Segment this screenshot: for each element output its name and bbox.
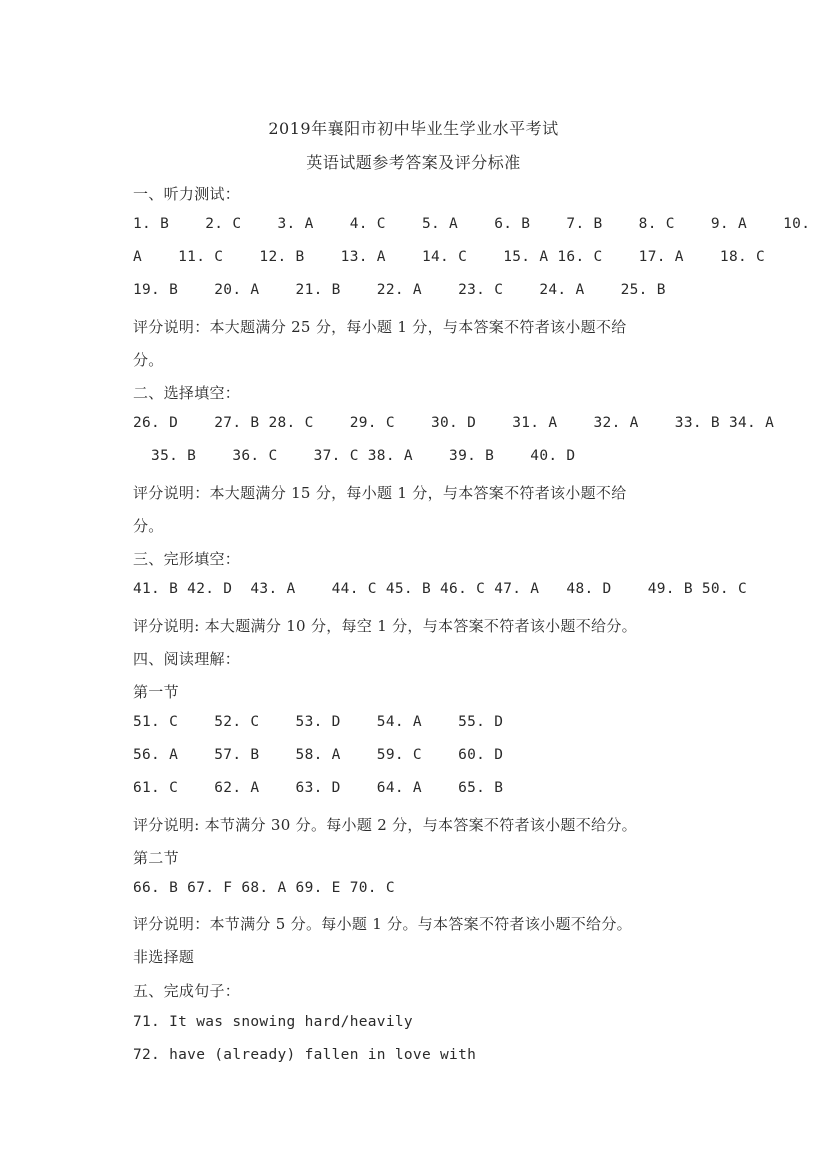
answer-line: 71. It was snowing hard/heavily [133,1014,413,1030]
scoring-note: 评分说明: 本节满分 30 分。每小题 2 分，与本答案不符者该小题不给分。 [133,816,637,834]
scoring-note: 评分说明：本节满分 5 分。每小题 1 分。与本答案不符者该小题不给分。 [133,915,632,933]
answer-line: 1. B 2. C 3. A 4. C 5. A 6. B 7. B 8. C 9. A 10. [133,216,811,232]
answer-line: 61. C 62. A 63. D 64. A 65. B [133,780,504,796]
section-heading-listening: 一、听力测试： [133,185,241,203]
answer-line: 19. B 20. A 21. B 22. A 23. C 24. A 25. B [133,282,666,298]
scoring-note: 评分说明: 本大题满分 10 分，每空 1 分，与本答案不符者该小题不给分。 [133,617,637,635]
answer-line: 72. have (already) fallen in love with [133,1047,477,1063]
section-heading-cloze: 三、完形填空： [133,550,241,568]
scoring-note-continued: 分。 [133,351,164,369]
answer-line: 41. B 42. D 43. A 44. C 45. B 46. C 47. A 48. D 49. B 50. C [133,581,748,597]
answer-line: 26. D 27. B 28. C 29. C 30. D 31. A 32. A 33. B 34. A [133,415,775,431]
scoring-note: 评分说明：本大题满分 15 分，每小题 1 分，与本答案不符者该小题不给 [133,484,627,502]
answer-line: A 11. C 12. B 13. A 14. C 15. A 16. C 17. A 18. C [133,249,766,265]
answer-line: 66. B 67. F 68. A 69. E 70. C [133,880,395,896]
scoring-note-continued: 分。 [133,517,164,535]
section-heading-multiple-choice: 二、选择填空： [133,384,241,402]
section-heading-complete-sentences: 五、完成句子： [133,982,241,1000]
subsection-heading: 第二节 [133,849,179,867]
answer-line: 56. A 57. B 58. A 59. C 60. D [133,747,504,763]
document-title: 2019年襄阳市初中毕业生学业水平考试 [268,119,559,138]
section-heading-reading: 四、阅读理解： [133,650,241,668]
document-subtitle: 英语试题参考答案及评分标准 [306,153,521,172]
scoring-note: 评分说明：本大题满分 25 分，每小题 1 分，与本答案不符者该小题不给 [133,318,627,336]
answer-line: 35. B 36. C 37. C 38. A 39. B 40. D [133,448,576,464]
subsection-heading: 第一节 [133,683,179,701]
answer-line: 51. C 52. C 53. D 54. A 55. D [133,714,504,730]
section-heading-non-choice: 非选择题 [133,948,195,966]
